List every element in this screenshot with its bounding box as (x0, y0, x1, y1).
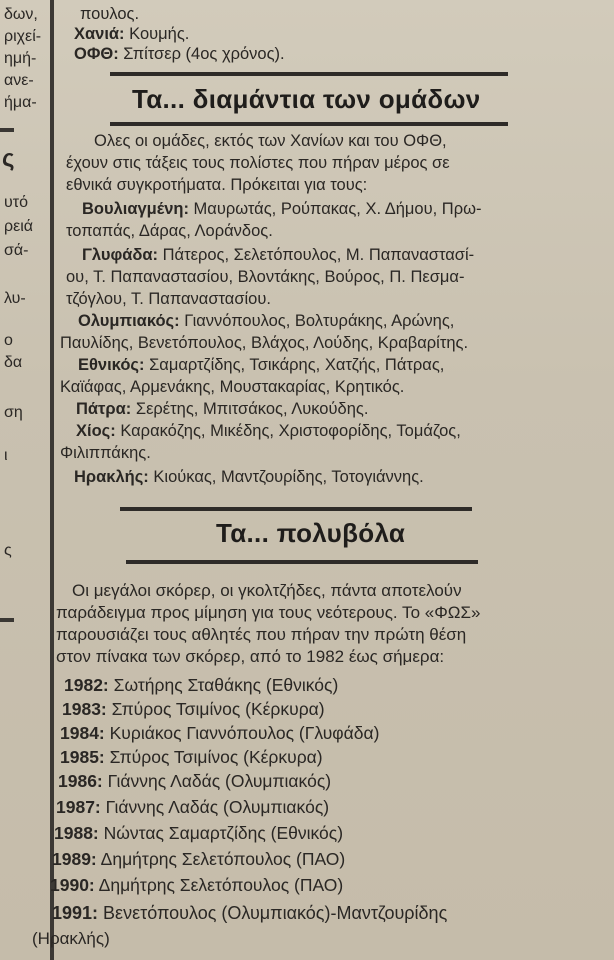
scorer-name: Κυριάκος Γιαννόπουλος (Γλυφάδα) (104, 723, 380, 743)
scorer-entry (56, 796, 329, 818)
text-line: Οι μεγάλοι σκόρερ, οι γκολτζήδες, πάντα αποτελούν (72, 581, 462, 600)
heading-rule-top (110, 72, 508, 76)
line-text: Μαυρωτάς, Ρούπακας, Χ. Δήμου, Πρω- (188, 200, 482, 218)
adjacent-fragment: δων, (4, 6, 38, 23)
adjacent-column (0, 0, 44, 960)
scorer-year: 1985: (60, 747, 105, 767)
line-text: Σαμαρτζίδης, Τσικάρης, Χατζής, Πάτρας, (144, 356, 445, 374)
scorer-entry (60, 722, 379, 744)
line-text: Κουμής. (124, 25, 190, 43)
scorer-year: 1990: (50, 875, 95, 895)
text-line: (Ηρακλής) (32, 929, 110, 948)
scorer-name: Σωτήρης Σταθάκης (Εθνικός) (108, 675, 339, 695)
scorer-entry (62, 698, 325, 720)
scorer-year: 1987: (56, 797, 101, 817)
heading-rule-top (120, 507, 472, 511)
adjacent-fragment: ρειά (4, 218, 34, 235)
text-line: Παυλίδης, Βενετόπουλος, Βλάχος, Λούδης, Κραβαρίτης. (60, 334, 469, 352)
adjacent-fragment: ο (4, 332, 13, 349)
scorer-name: Δημήτρης Σελετόπουλος (ΠΑΟ) (94, 875, 344, 895)
adjacent-fragment: ς (2, 145, 15, 172)
scorer-year: 1983: (62, 699, 107, 719)
text-line: Ολες οι ομάδες, εκτός των Χανίων και του ΟΦΘ, (94, 132, 447, 150)
scorer-entry (64, 674, 338, 696)
team-label: Γλυφάδα: (82, 246, 159, 264)
scorer-year: 1984: (60, 723, 105, 743)
scorer-name: Νώντας Σαμαρτζίδης (Εθνικός) (98, 823, 344, 843)
team-label: Πάτρα: (76, 400, 132, 418)
team-entry (74, 466, 424, 488)
scorer-year: 1988: (54, 823, 99, 843)
line-text: Σπίτσερ (4ος χρόνος). (118, 45, 285, 63)
team-entry (78, 310, 454, 332)
adjacent-fragment: δα (4, 354, 23, 371)
scorer-entry (50, 874, 343, 896)
column-tick (0, 128, 14, 132)
adjacent-fragment: λυ- (4, 290, 26, 307)
team-label: Χίος: (76, 422, 116, 440)
scorer-entry (58, 770, 331, 792)
scorer-name: Δημήτρης Σελετόπουλος (ΠΑΟ) (96, 849, 346, 869)
text-line: ου, Τ. Παπαναστασίου, Βλοντάκης, Βούρος, Π. Πεσμα- (66, 268, 465, 286)
text-line: τοπαπάς, Δάρας, Λοράνδος. (66, 222, 273, 240)
adjacent-fragment: ι (4, 447, 8, 464)
text-line (80, 3, 139, 25)
line-text: Πάτερος, Σελετόπουλος, Μ. Παπαναστασί- (158, 246, 475, 264)
adjacent-fragment: ήμα- (4, 94, 37, 111)
text-line: Καϊάφας, Αρμενάκης, Μουστακαρίας, Κρητικός. (60, 378, 405, 396)
heading-rule-bottom (126, 560, 478, 564)
adjacent-fragment: υτό (4, 194, 28, 211)
column-tick (0, 618, 14, 622)
text-line: στον πίνακα των σκόρερ, από το 1982 έως σήμερα: (56, 647, 445, 666)
section-heading-scorers: Τα... πολυβόλα (216, 518, 406, 548)
text-line: Φιλιππάκης. (60, 444, 151, 462)
text-line (74, 23, 189, 45)
text-line: τζόγλου, Τ. Παπαναστασίου. (66, 290, 271, 308)
team-entry (76, 420, 461, 442)
team-entry (82, 244, 474, 266)
text-line: παρουσιάζει τους αθλητές που πήραν την πρώτη θέση (56, 625, 467, 644)
adjacent-fragment: ημή- (4, 50, 37, 67)
team-label: Ηρακλής: (74, 468, 149, 486)
adjacent-fragment: ανε- (4, 72, 34, 89)
scorer-year: 1982: (64, 675, 109, 695)
scorer-entry (60, 746, 323, 768)
adjacent-fragment: ριχεί- (4, 28, 42, 45)
heading-rule-bottom (110, 122, 508, 126)
scorer-name: Γιάννης Λαδάς (Ολυμπιακός) (100, 797, 330, 817)
text-line: έχουν στις τάξεις τους πολίστες που πήραν μέρος σε (66, 154, 450, 172)
article-column (32, 0, 610, 960)
scorer-year: 1991: (52, 903, 99, 923)
team-label: Χανιά: (74, 25, 125, 43)
team-label: Εθνικός: (78, 356, 145, 374)
line-text: Κιούκας, Μαντζουρίδης, Τοτογιάννης. (148, 468, 424, 486)
team-label: ΟΦΘ: (74, 45, 119, 63)
scorer-name: Γιάννης Λαδάς (Ολυμπιακός) (102, 771, 332, 791)
team-entry (76, 398, 368, 420)
section-heading-diamonds: Τα... διαμάντια των ομάδων (132, 84, 481, 114)
team-entry (78, 354, 444, 376)
scorer-name: Σπύρος Τσιμίνος (Κέρκυρα) (104, 747, 323, 767)
adjacent-fragment: ση (4, 404, 23, 421)
team-entry (82, 198, 481, 220)
scorer-name: Βενετόπουλος (Ολυμπιακός)-Μαντζουρίδης (98, 903, 448, 923)
text-line: παράδειγμα προς μίμηση για τους νεότερους. Το «ΦΩΣ» (56, 603, 481, 622)
scorer-year: 1986: (58, 771, 103, 791)
column-divider (50, 0, 54, 960)
team-label: Ολυμπιακός: (78, 312, 180, 330)
text-line: εθνικά συγκροτήματα. Πρόκειται για τους: (66, 176, 368, 194)
scorer-year: 1989: (52, 849, 97, 869)
scorer-entry (54, 822, 343, 844)
line-text: Γιαννόπουλος, Βολτυράκης, Αρώνης, (179, 312, 455, 330)
line-text: Σερέτης, Μπιτσάκος, Λυκούδης. (131, 400, 369, 418)
line-text: πουλος. (80, 5, 140, 23)
text-line (74, 43, 285, 65)
scorer-entry (52, 902, 447, 924)
adjacent-fragment: σά- (4, 242, 29, 259)
scorer-entry (52, 848, 345, 870)
line-text: Καρακόζης, Μικέδης, Χριστοφορίδης, Τομάζος, (115, 422, 461, 440)
adjacent-fragment: ς (4, 542, 12, 559)
scorer-name: Σπύρος Τσιμίνος (Κέρκυρα) (106, 699, 325, 719)
team-label: Βουλιαγμένη: (82, 200, 189, 218)
